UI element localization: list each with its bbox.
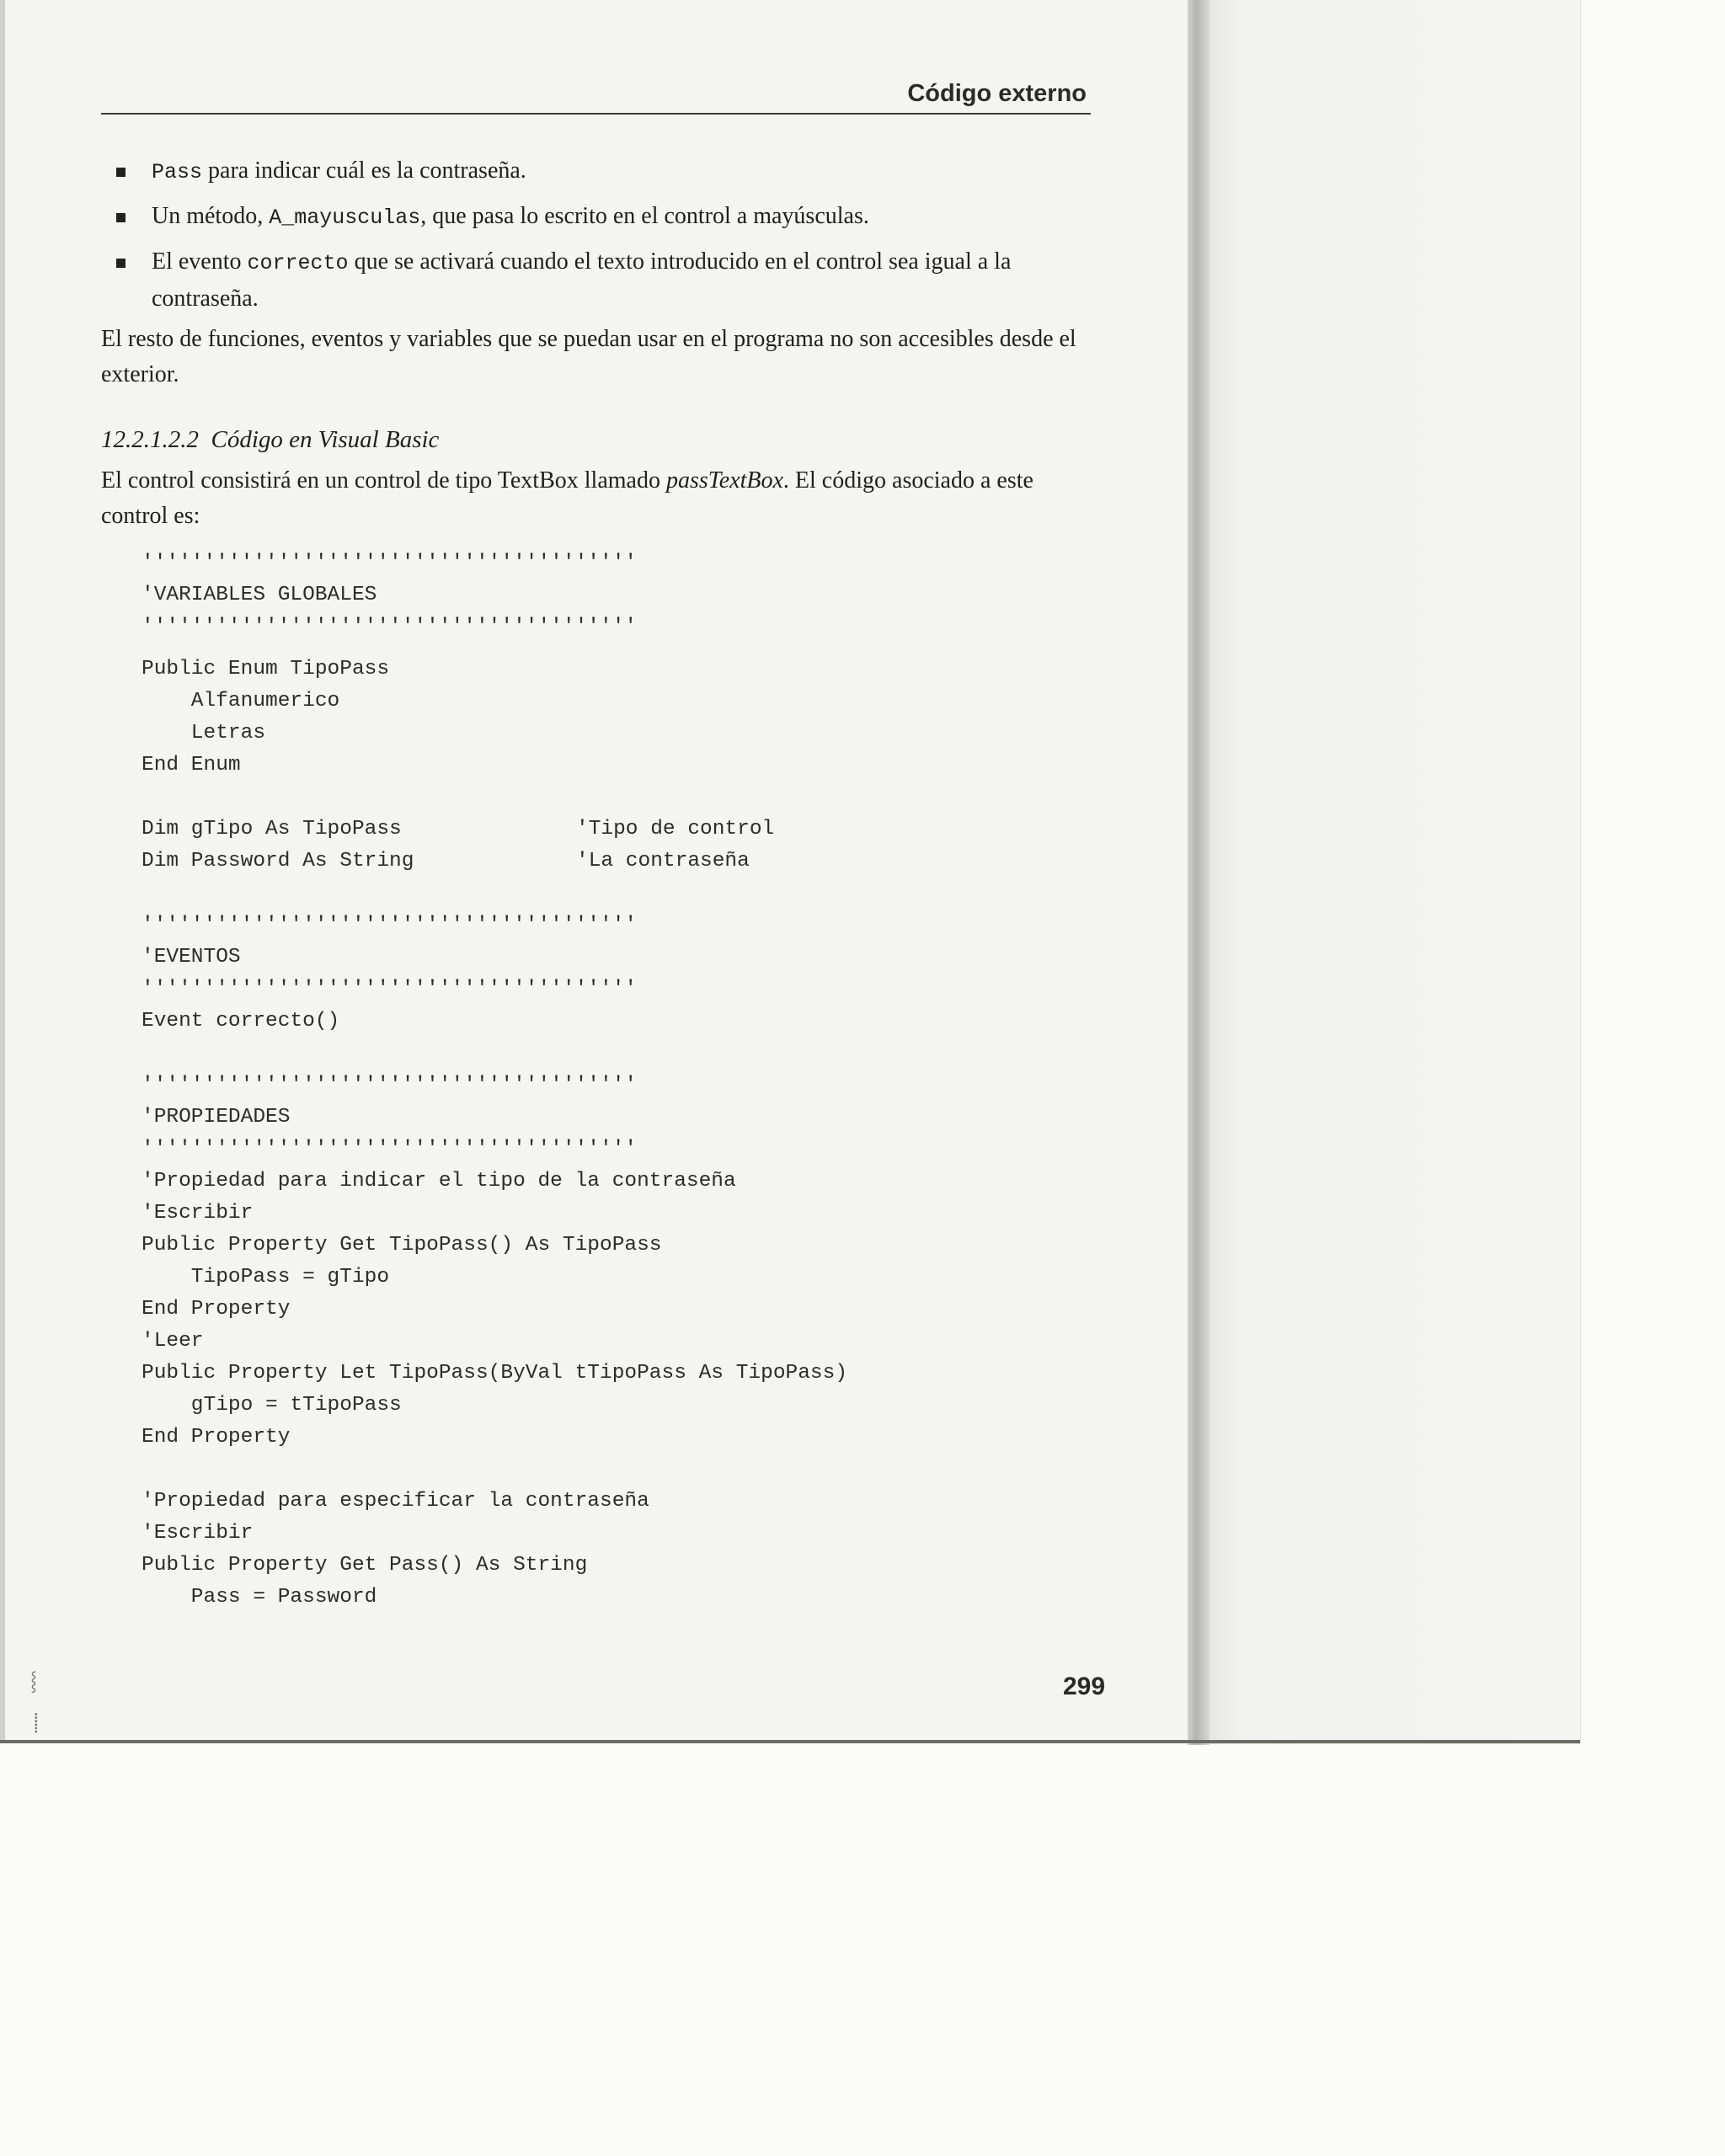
bullet-text: Un método, bbox=[152, 203, 270, 229]
facing-page bbox=[1210, 0, 1580, 1743]
bullet-square-icon bbox=[116, 259, 126, 268]
bullet-item bbox=[109, 244, 1095, 317]
bullet-item bbox=[109, 153, 1095, 190]
code-line: gTipo = tTipoPass bbox=[142, 1394, 402, 1417]
bullet-item bbox=[109, 199, 1095, 236]
code-line: Public Property Get TipoPass() As TipoPass bbox=[142, 1234, 662, 1257]
code-line: Event correcto() bbox=[142, 1010, 340, 1033]
bullet-list bbox=[109, 153, 1095, 325]
code-line: Pass = Password bbox=[142, 1586, 377, 1609]
section-number: 12.2.1.2.2 bbox=[101, 426, 199, 453]
page-left-edge bbox=[0, 0, 5, 1742]
code-comment: 'La contraseña bbox=[576, 850, 750, 873]
code-line: '''''''''''''''''''''''''''''''''''''''' bbox=[142, 552, 638, 574]
code-line: '''''''''''''''''''''''''''''''''''''''' bbox=[142, 616, 638, 638]
code-line: 'Propiedad para especificar la contraseña bbox=[142, 1490, 649, 1513]
code-line: End Enum bbox=[142, 754, 241, 776]
code-line: TipoPass = gTipo bbox=[142, 1266, 390, 1289]
code-line: '''''''''''''''''''''''''''''''''''''''' bbox=[142, 1138, 638, 1161]
scan-artifact-icon: ⸽ bbox=[34, 1712, 39, 1733]
code-line: End Property bbox=[142, 1298, 291, 1321]
control-name: passTextBox bbox=[665, 467, 783, 494]
bullet-code: correcto bbox=[247, 251, 349, 275]
code-comment: 'Tipo de control bbox=[576, 818, 775, 841]
code-line: Public Enum TipoPass bbox=[142, 658, 390, 680]
code-line: Dim Password As String bbox=[142, 850, 414, 873]
code-line: 'EVENTOS bbox=[142, 946, 241, 969]
book-spine bbox=[1188, 0, 1210, 1745]
bullet-text: , que pasa lo escrito en el control a mayúsculas. bbox=[420, 203, 869, 229]
bullet-square-icon bbox=[116, 213, 126, 222]
code-line: 'VARIABLES GLOBALES bbox=[142, 584, 377, 606]
code-line: 'PROPIEDADES bbox=[142, 1106, 291, 1129]
code-line: 'Escribir bbox=[142, 1202, 254, 1225]
bullet-text: El evento bbox=[152, 248, 248, 275]
code-line: '''''''''''''''''''''''''''''''''''''''' bbox=[142, 914, 638, 937]
scan-artifact-icon: ⸾ bbox=[30, 1670, 37, 1691]
code-line: Letras bbox=[142, 722, 266, 744]
page-bottom-edge bbox=[0, 1740, 1580, 1743]
code-line: End Property bbox=[142, 1426, 291, 1449]
paragraph-text: El control consistirá en un control de tipo TextBox llamado bbox=[101, 467, 666, 494]
code-line: Public Property Let TipoPass(ByVal tTipoPass As TipoPass) bbox=[142, 1362, 848, 1385]
bullet-text: para indicar cuál es la contraseña. bbox=[202, 157, 526, 184]
header-rule bbox=[101, 113, 1091, 115]
code-line: Dim gTipo As TipoPass bbox=[142, 818, 402, 841]
section-title: Código en Visual Basic bbox=[211, 426, 440, 453]
paragraph bbox=[101, 463, 1095, 534]
code-line: Alfanumerico bbox=[142, 690, 340, 712]
code-line: 'Propiedad para indicar el tipo de la contraseña bbox=[142, 1170, 736, 1193]
bullet-square-icon bbox=[116, 168, 126, 177]
code-line: '''''''''''''''''''''''''''''''''''''''' bbox=[142, 978, 638, 1001]
bullet-text: que se activará cuando el texto introducido en el control sea igual a la contraseña. bbox=[152, 248, 1012, 312]
code-line: 'Escribir bbox=[142, 1522, 254, 1545]
section-heading bbox=[101, 426, 439, 454]
code-line: '''''''''''''''''''''''''''''''''''''''' bbox=[142, 1074, 638, 1097]
paragraph: El resto de funciones, eventos y variables que se puedan usar en el programa no son accesibles desde el exterior. bbox=[101, 326, 1076, 387]
running-title: Código externo bbox=[907, 80, 1087, 107]
code-line: 'Leer bbox=[142, 1330, 204, 1353]
paragraph-text: . El código asociado a este control es: bbox=[101, 467, 1033, 529]
bullet-code: Pass bbox=[152, 160, 203, 184]
code-line: Public Property Get Pass() As String bbox=[142, 1554, 588, 1577]
bullet-code: A_mayusculas bbox=[269, 205, 421, 230]
page-number: 299 bbox=[1063, 1673, 1106, 1700]
